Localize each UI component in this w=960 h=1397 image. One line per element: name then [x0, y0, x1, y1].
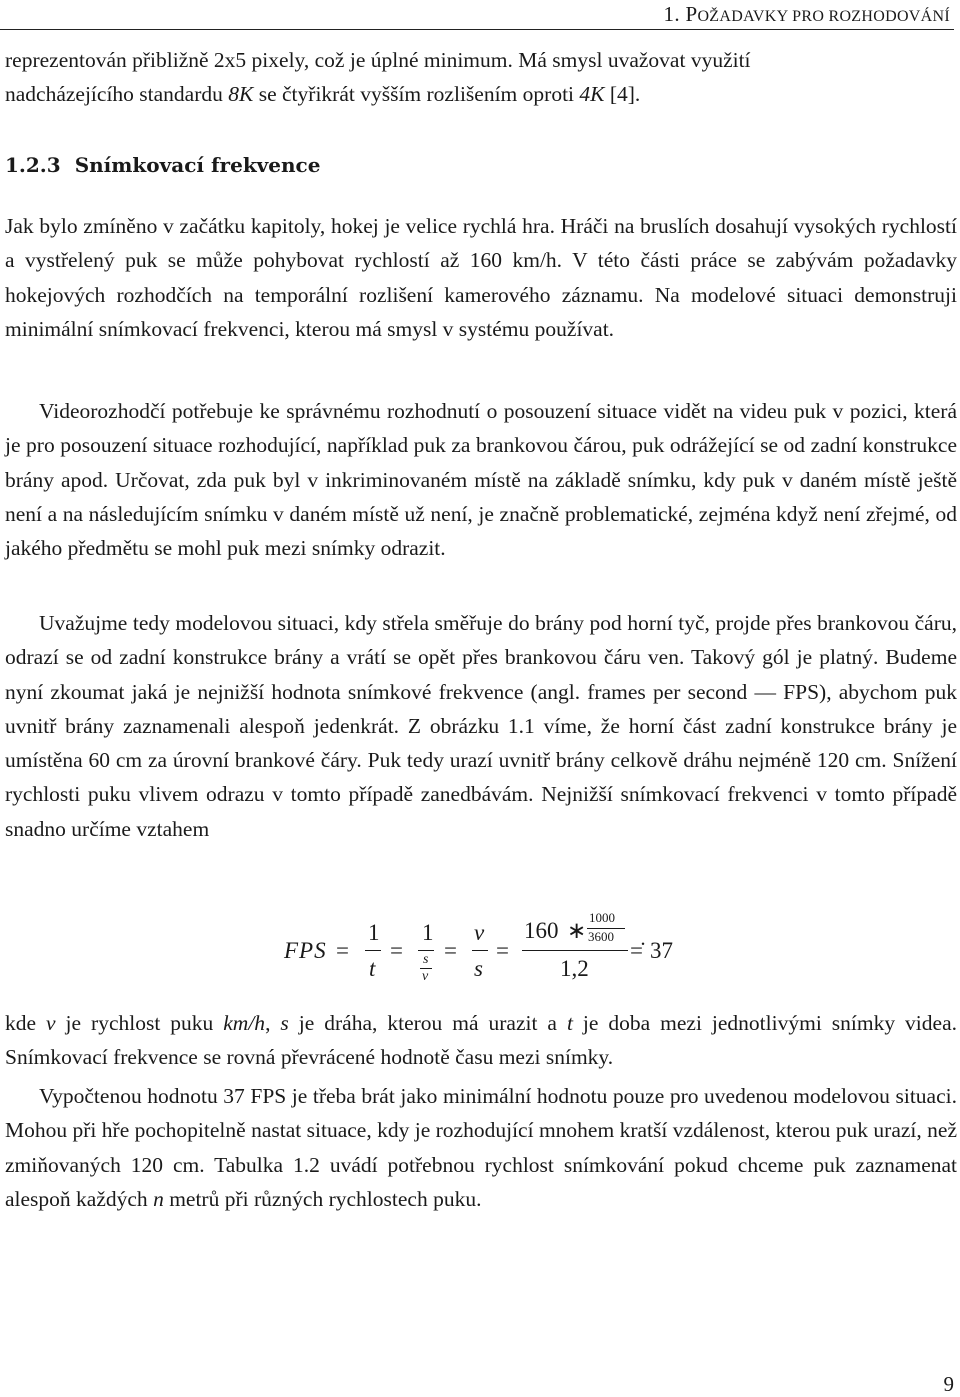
p4-text: je doba mezi jednotlivými snímky videa. Snímkovací frekvence se rovná převrácené hodnotě času mezi snímky.: [5, 1011, 957, 1070]
p4-text: je dráha, kterou má urazit a: [288, 1011, 567, 1035]
chapter-title-initial: P: [685, 2, 698, 26]
p4-text: ,: [265, 1011, 281, 1035]
eq-numerator-1: 1: [422, 920, 434, 945]
eq-equals: =: [444, 938, 457, 963]
chapter-number: 1.: [663, 2, 680, 26]
eq-s-small: s: [423, 952, 429, 967]
intro-line-2: [5, 77, 957, 111]
paragraph-2: [5, 394, 957, 565]
var-s: s: [280, 1011, 289, 1035]
standard-8k: 8K: [228, 82, 254, 107]
paragraph-3: [5, 606, 957, 846]
standard-4k: 4K: [579, 82, 605, 107]
fps-equation: [284, 912, 684, 994]
paragraph-1: [5, 209, 957, 346]
eq-times: ∗: [567, 918, 587, 943]
section-title: Snímkovací frekvence: [74, 153, 321, 177]
eq-v: v: [474, 920, 485, 945]
chapter-title-smallcaps: OŽADAVKY PRO ROZHODOVÁNÍ: [697, 8, 950, 25]
eq-fraction-bar: [472, 950, 488, 951]
running-header: [0, 0, 954, 30]
paragraph-2-text: Videorozhodčí potřebuje ke správnému rozhodnutí o posouzení situace vidět na videu puk v pozici, která je pro posouzení situace rozhodující, například puk za brankovou čárou, puk odrážející se od zadní konstrukce brány apod. Určovat, zda puk byl v inkriminovaném místě na základě snímku, kdy puk v daném místě ještě není a na následujícím snímku v daném místě už není, je značně problematické, zejména když není zřejmé, od jakého předmětu se mohl puk mezi snímky odrazit.: [5, 399, 957, 561]
intro-line-1: reprezentován přibližně 2x5 pixely, což je úplné minimum. Má smysl uvažovat využití: [5, 48, 751, 72]
citation: [4].: [604, 82, 641, 107]
unit-kmh: km/h: [223, 1011, 266, 1035]
var-t: t: [566, 1011, 573, 1035]
var-n: n: [153, 1186, 164, 1211]
eq-main-fraction-bar: [522, 950, 628, 951]
section-number: 1.2.3: [5, 153, 61, 177]
eq-fraction-bar: [418, 950, 434, 951]
eq-v-small: v: [422, 969, 429, 984]
eq-160: 160: [524, 918, 559, 943]
paragraph-1-text: Jak bylo zmíněno v začátku kapitoly, hokej je velice rychlá hra. Hráči na bruslích dosahují vysokých rychlostí a vystřelený puk se může pohybovat rychlostí až 160 km/h. V této části práce se zabývám požadavky hokejových rozhodčích na temporální rozlišení kamerového záznamu. Na modelové situaci demonstruji minimální snímkovací frekvenci, kterou má smysl v systému používat.: [5, 214, 957, 341]
eq-fraction-bar: [365, 950, 381, 951]
paragraph-3-text: Uvažujme tedy modelovou situaci, kdy střela směřuje do brány pod horní tyč, projde přes brankovou čáru, odrazí se od zadní konstrukce brány a vrátí se opět přes brankovou čáru ven. Takový gól je platný. Budeme nyní zkoumat jaká je nejnižší hodnota snímkové frekvence (angl. frames per second — FPS), abychom puk uvnitř brány zaznamenali alespoň jedenkrát. Z obrázku 1.1 víme, že horní část zadní konstrukce brány je umístěna 60 cm za úrovní brankové čáry. Puk tedy urazí uvnitř brány celkově dráhu nejméně 120 cm. Snížení rychlosti puku vlivem odrazu v tomto případě zanedbávám. Nejnižší snímkovací frekvenci v tomto případě snadno určíme vztahem: [5, 611, 957, 841]
eq-equals: =: [336, 938, 349, 963]
p4-text: je rychlost puku: [55, 1011, 224, 1035]
p5-text: metrů při různých rychlostech puku.: [163, 1186, 482, 1211]
eq-equals: =: [496, 938, 509, 963]
page-number: 9: [943, 1372, 954, 1396]
section-heading: [5, 153, 320, 177]
eq-fps: FPS: [284, 938, 327, 963]
eq-t: t: [369, 956, 376, 981]
intro-paragraph: [5, 43, 957, 112]
intro-text: se čtyřikrát vyšším rozlišením oproti: [253, 82, 580, 107]
p5-text: Vypočtenou hodnotu 37 FPS je třeba brát jako minimální hodnotu pouze pro uvedenou modelovou situaci. Mohou při hře pochopitelně nastat situace, kdy je rozhodující mnohem kratší vzdálenost, kterou puk urazí, než zmiňovaných 120 cm. Tabulka 1.2 uvádí potřebnou rychlost snímkování pokud chceme puk zaznamenat alespoň každých: [5, 1084, 957, 1211]
eq-s: s: [474, 956, 483, 981]
eq-numerator-1: 1: [368, 920, 380, 945]
paragraph-5: [5, 1079, 957, 1216]
var-v: v: [46, 1011, 56, 1035]
chapter-title: [664, 2, 950, 27]
paragraph-4-text: [5, 1006, 957, 1075]
paragraph-4: [5, 1006, 957, 1075]
p4-text: kde: [5, 1011, 47, 1035]
eq-3600: 3600: [588, 929, 614, 944]
eq-result: 37: [650, 938, 673, 963]
paragraph-5-text: [5, 1079, 957, 1216]
eq-1-2: 1,2: [560, 956, 589, 981]
eq-approx: =̇: [630, 938, 643, 963]
eq-equals: =: [390, 938, 403, 963]
eq-1000: 1000: [589, 910, 615, 925]
intro-text: nadcházejícího standardu: [5, 82, 229, 107]
